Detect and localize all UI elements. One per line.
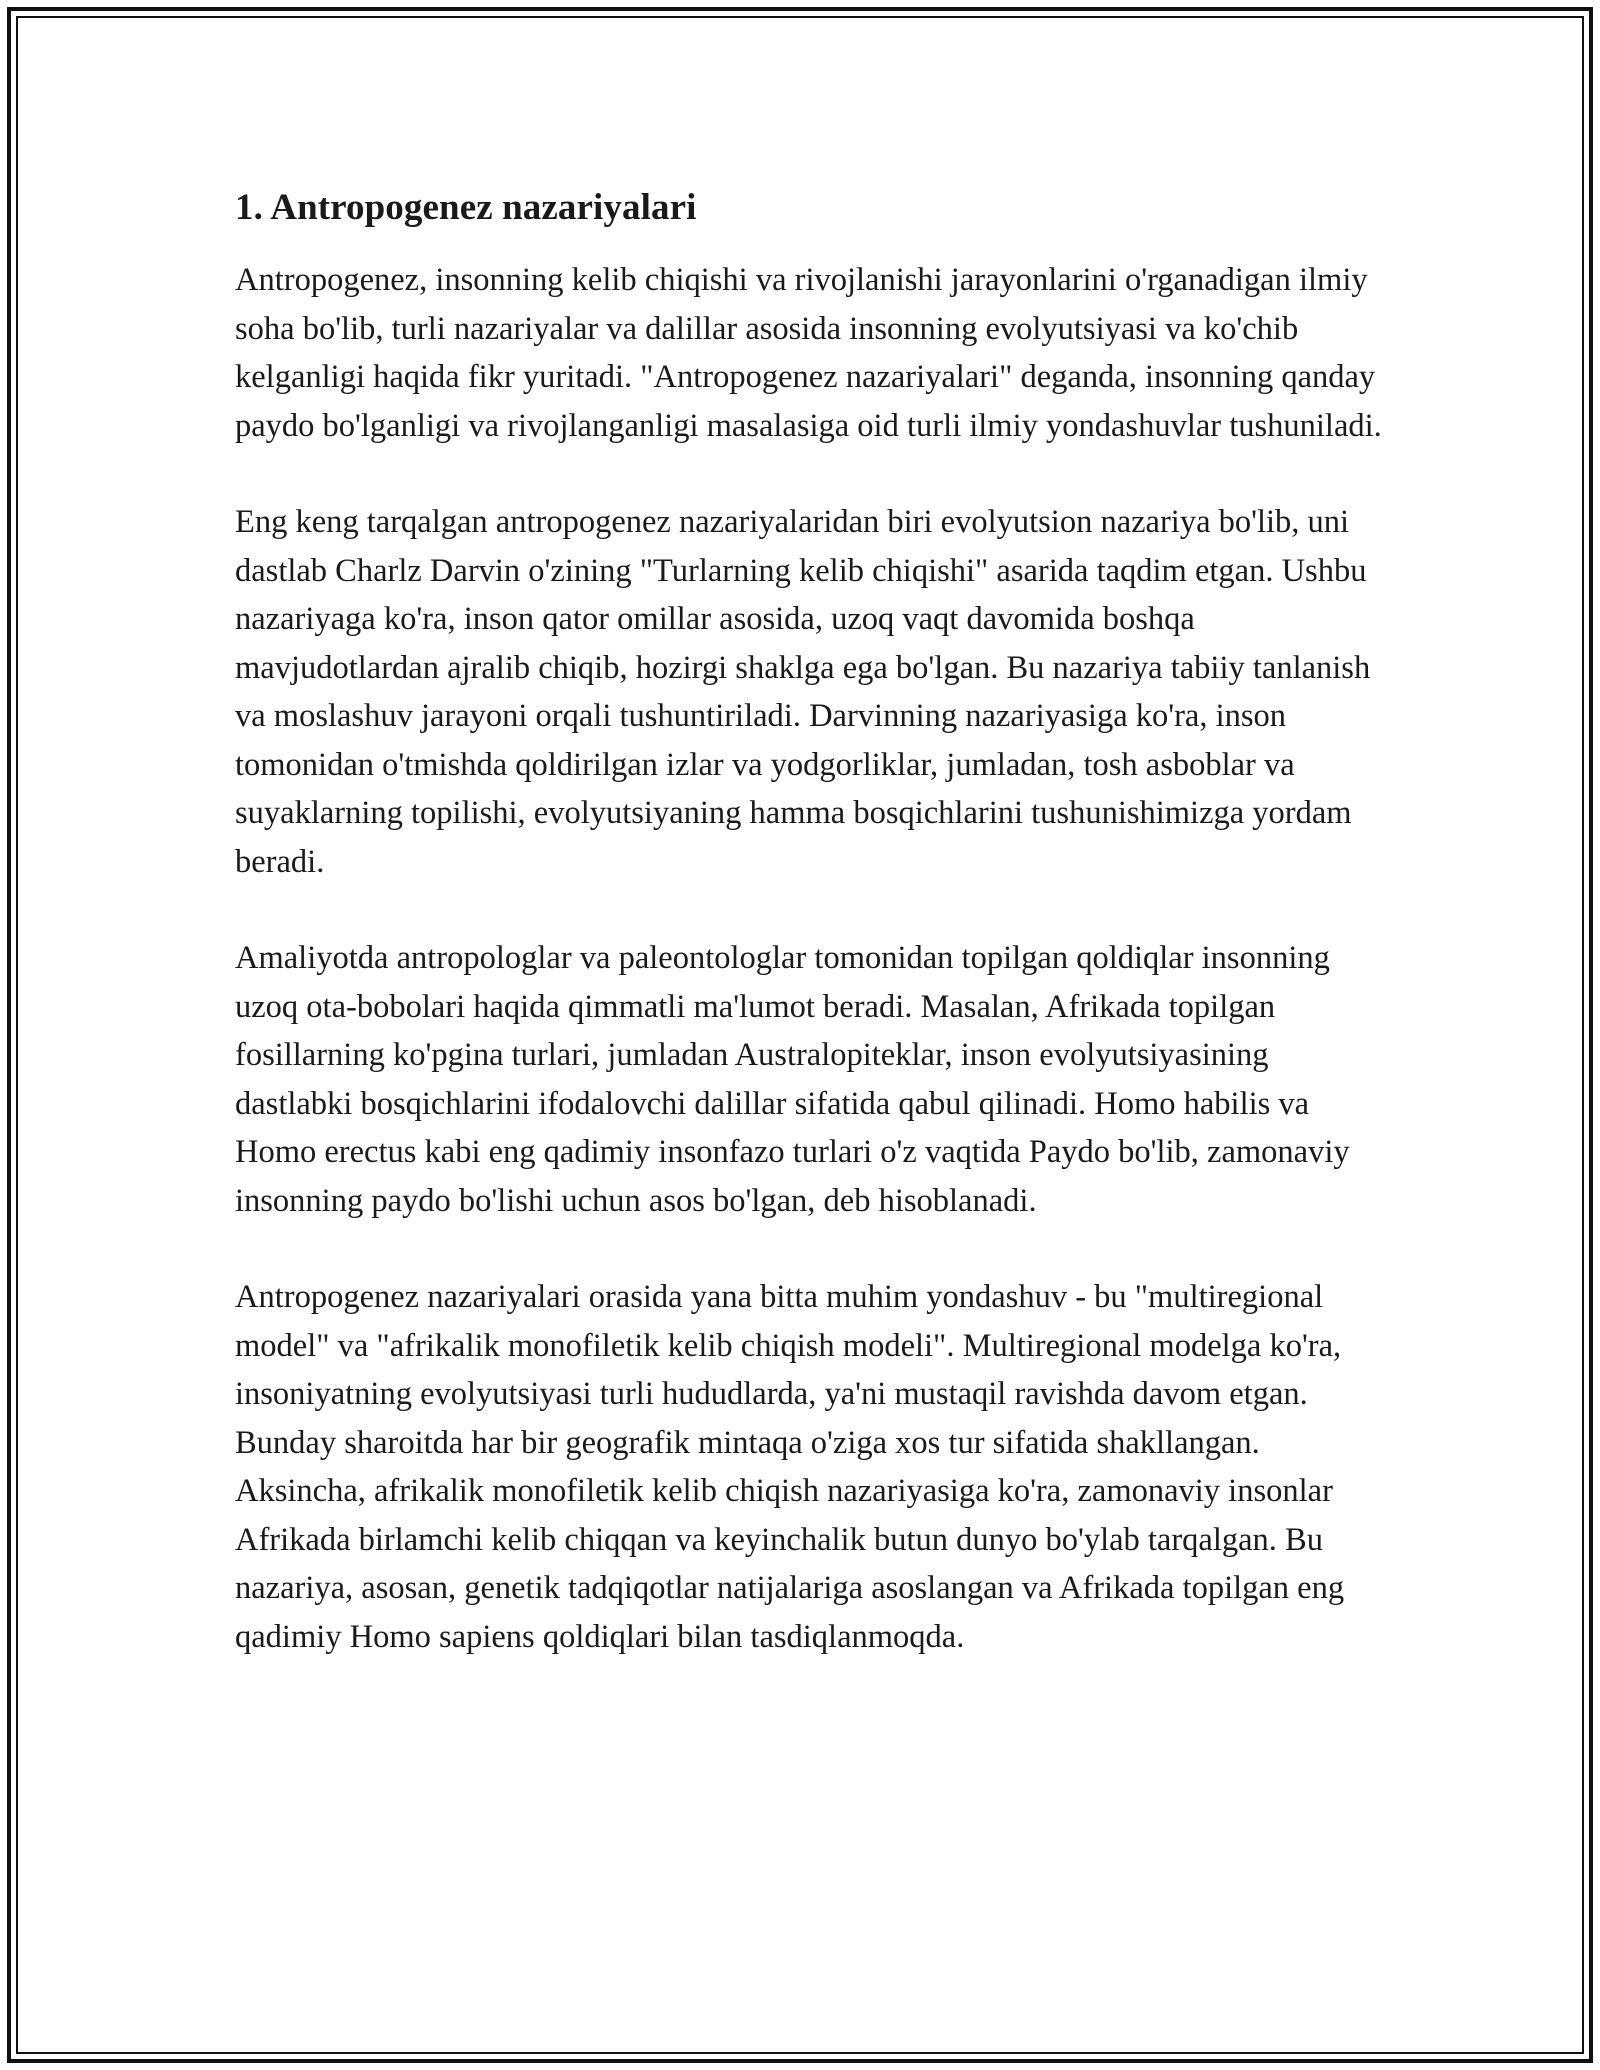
- paragraph-3: Amaliyotda antropologlar va paleontologlar tomonidan topilgan qoldiqlar insonning uzoq ota-bobolari haqida qimmatli ma'lumot beradi. Masalan, Afrikada topilgan fosillarning ko'pgina turlari, jumladan Australopiteklar, inson evolyutsiyasining dastlabki bosqichlarini ifodalovchi dalillar sifatida qabul qilinadi. Homo habilis va Homo erectus kabi eng qadimiy insonfazo turlari o'z vaqtida Paydo bo'lib, zamonaviy insonning paydo bo'lishi uchun asos bo'lgan, deb hisoblanadi.: [235, 940, 1350, 1219]
- document-body: [235, 186, 1385, 1709]
- section-heading: 1. Antropogenez nazariyalari: [235, 187, 697, 228]
- paragraph-2: Eng keng tarqalgan antropogenez nazariyalaridan biri evolyutsion nazariya bo'lib, uni dastlab Charlz Darvin o'zining "Turlarning kelib chiqishi" asarida taqdim etgan. Ushbu nazariyaga ko'ra, inson qator omillar asosida, uzoq vaqt davomida boshqa mavjudotlardan ajralib chiqib, hozirgi shaklga ega bo'lgan. Bu nazariya tabiiy tanlanish va moslashuv jarayoni orqali tushuntiriladi. Darvinning nazariyasiga ko'ra, inson tomonidan o'tmishda qoldirilgan izlar va yodgorliklar, jumladan, tosh asboblar va suyaklarning topilishi, evolyutsiyaning hamma bosqichlarini tushunishimizga yordam beradi.: [235, 504, 1371, 880]
- paragraph-4: Antropogenez nazariyalari orasida yana bitta muhim yondashuv - bu "multiregional model" va "afrikalik monofiletik kelib chiqish modeli". Multiregional modelga ko'ra, insoniyatning evolyutsiyasi turli hududlarda, ya'ni mustaqil ravishda davom etgan. Bunday sharoitda har bir geografik mintaqa o'ziga xos tur sifatida shakllangan. Aksincha, afrikalik monofiletik kelib chiqish nazariyasiga ko'ra, zamonaviy insonlar Afrikada birlamchi kelib chiqqan va keyinchalik butun dunyo bo'ylab tarqalgan. Bu nazariya, asosan, genetik tadqiqotlar natijalariga asoslangan va Afrikada topilgan eng qadimiy Homo sapiens qoldiqlari bilan tasdiqlanmoqda.: [235, 1279, 1345, 1655]
- paragraph-1: Antropogenez, insonning kelib chiqishi va rivojlanishi jarayonlarini o'rganadigan ilmiy soha bo'lib, turli nazariyalar va dalillar asosida insonning evolyutsiyasi va ko'chib kelganligi haqida fikr yuritadi. "Antropogenez nazariyalari" deganda, insonning qanday paydo bo'lganligi va rivojlanganligi masalasiga oid turli ilmiy yondashuvlar tushuniladi.: [235, 262, 1382, 444]
